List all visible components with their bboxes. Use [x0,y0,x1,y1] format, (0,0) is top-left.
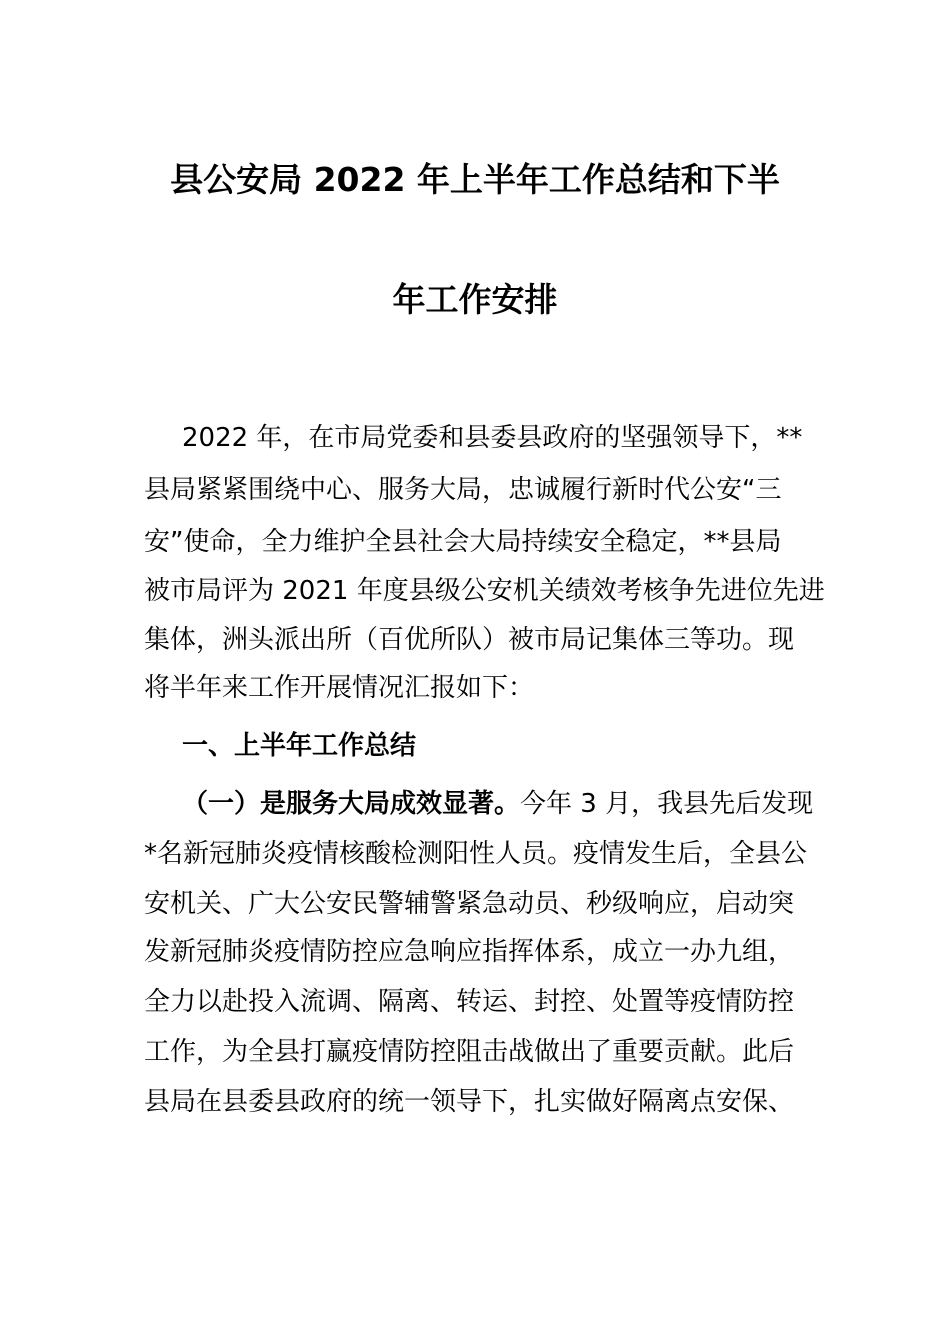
document-title-line-2: 年工作安排 [392,280,558,319]
intro-line-6: 将半年来工作开展情况汇报如下： [144,673,535,703]
intro-line-3: 安”使命，全力维护全县社会大局持续安全稳定，**县局 [144,527,782,557]
subsection-first-line-rest: 今年 3 月，我县先后发现 [520,789,814,819]
intro-line-4: 被市局评为 2021 年度县级公安机关绩效考核争先进位先进 [144,576,825,606]
document-title-line-1: 县公安局 2022 年上半年工作总结和下半 [170,160,780,199]
section-heading: 一、上半年工作总结 [182,731,417,761]
subsection-line-7: 县局在县委县政府的统一领导下，扎实做好隔离点安保、 [144,1087,795,1117]
intro-line-5: 集体，洲头派出所（百优所队）被市局记集体三等功。现 [144,625,795,655]
subsection-line-4: 发新冠肺炎疫情防控应急响应指挥体系，成立一办九组， [144,937,795,967]
subsection-line-3: 安机关、广大公安民警辅警紧急动员、秒级响应，启动突 [144,889,795,919]
subsection-first-line [182,786,813,822]
subsection-line-2: *名新冠肺炎疫情核酸检测阳性人员。疫情发生后，全县公 [144,839,808,869]
intro-line-1: 2022 年，在市局党委和县委县政府的坚强领导下，** [182,423,803,453]
subsection-line-6: 工作，为全县打赢疫情防控阻击战做出了重要贡献。此后 [144,1037,795,1067]
subsection-line-5: 全力以赴投入流调、隔离、转运、封控、处置等疫情防控 [144,987,795,1017]
intro-line-2: 县局紧紧围绕中心、服务大局，忠诚履行新时代公安“三 [144,475,782,505]
subsection-bold-lead: （一）是服务大局成效显著。 [182,789,521,819]
